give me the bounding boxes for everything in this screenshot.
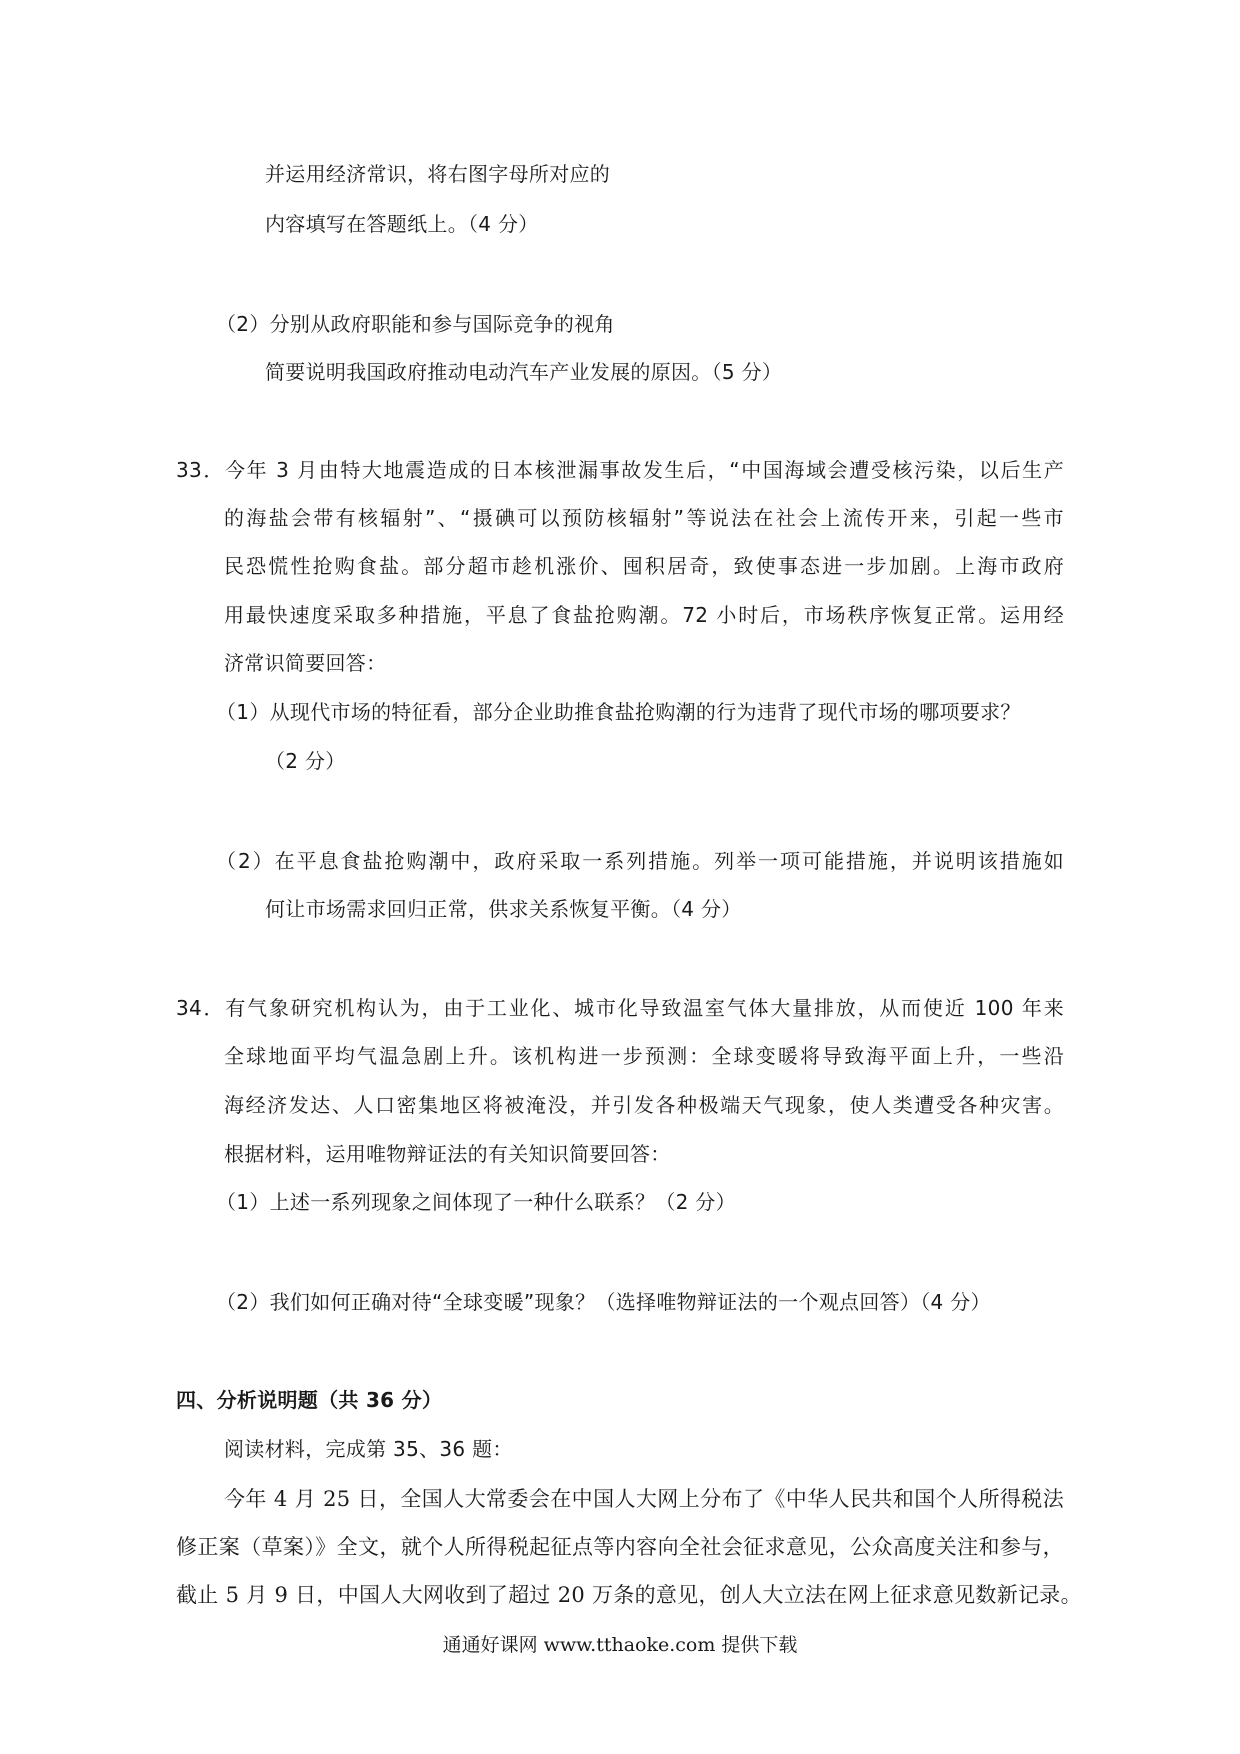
text-line: 修正案（草案）》全文，就个人所得税起征点等内容向全社会征求意见，公众高度关注和参与，: [176, 1535, 1064, 1559]
subquestion-1: （1）上述一系列现象之间体现了一种什么联系？（2 分）: [216, 1190, 736, 1214]
text-line: 民恐慌性抢购食盐。部分超市趁机涨价、囤积居奇，致使事态进一步加剧。上海市政府: [224, 554, 1064, 578]
text-line: 内容填写在答题纸上。（4 分）: [265, 212, 539, 236]
text-line: （2 分）: [265, 749, 346, 773]
material-paragraph: 今年 4 月 25 日，全国人大常委会在中国人大网上分布了《中华人民共和国个人所得税法: [224, 1487, 1064, 1511]
subquestion-2: （2）在平息食盐抢购潮中，政府采取一系列措施。列举一项可能措施，并说明该措施如: [216, 849, 1064, 873]
text-line: 海经济发达、人口密集地区将被淹没，并引发各种极端天气现象，使人类遭受各种灾害。: [224, 1093, 1064, 1117]
text-line: 济常识简要回答：: [224, 651, 387, 675]
text-line: 阅读材料，完成第 35、36 题：: [224, 1437, 513, 1461]
subquestion-1: （1）从现代市场的特征看，部分企业助推食盐抢购潮的行为违背了现代市场的哪项要求？: [216, 700, 1021, 724]
subquestion-2: （2）分别从政府职能和参与国际竞争的视角: [216, 312, 615, 336]
question-34: 34．有气象研究机构认为，由于工业化、城市化导致温室气体大量排放，从而使近 100 年来: [176, 996, 1064, 1020]
text-line: 截止 5 月 9 日，中国人大网收到了超过 20 万条的意见，创人大立法在网上征求意见数新记录。: [176, 1583, 1082, 1607]
section-heading: 四、分析说明题（共 36 分）: [176, 1388, 443, 1412]
text-line: 的海盐会带有核辐射”、“摄碘可以预防核辐射”等说法在社会上流传开来，引起一些市: [224, 506, 1064, 530]
text-line: 根据材料，运用唯物辩证法的有关知识简要回答：: [224, 1142, 671, 1166]
text-line: 用最快速度采取多种措施，平息了食盐抢购潮。72 小时后，市场秩序恢复正常。运用经: [224, 603, 1064, 627]
subquestion-2: （2）我们如何正确对待“全球变暖”现象？（选择唯物辩证法的一个观点回答）（4 分）: [216, 1290, 991, 1314]
text-line: 全球地面平均气温急剧上升。该机构进一步预测：全球变暖将导致海平面上升，一些沿: [224, 1044, 1064, 1068]
question-33: 33．今年 3 月由特大地震造成的日本核泄漏事故发生后，“中国海域会遭受核污染，以后生产: [176, 458, 1064, 482]
text-line: 简要说明我国政府推动电动汽车产业发展的原因。（5 分）: [265, 360, 783, 384]
text-line: 并运用经济常识，将右图字母所对应的: [265, 162, 611, 186]
text-line: 何让市场需求回归正常，供求关系恢复平衡。（4 分）: [265, 897, 742, 921]
page-footer: 通通好课网 www.tthaoke.com 提供下载: [442, 1634, 798, 1656]
